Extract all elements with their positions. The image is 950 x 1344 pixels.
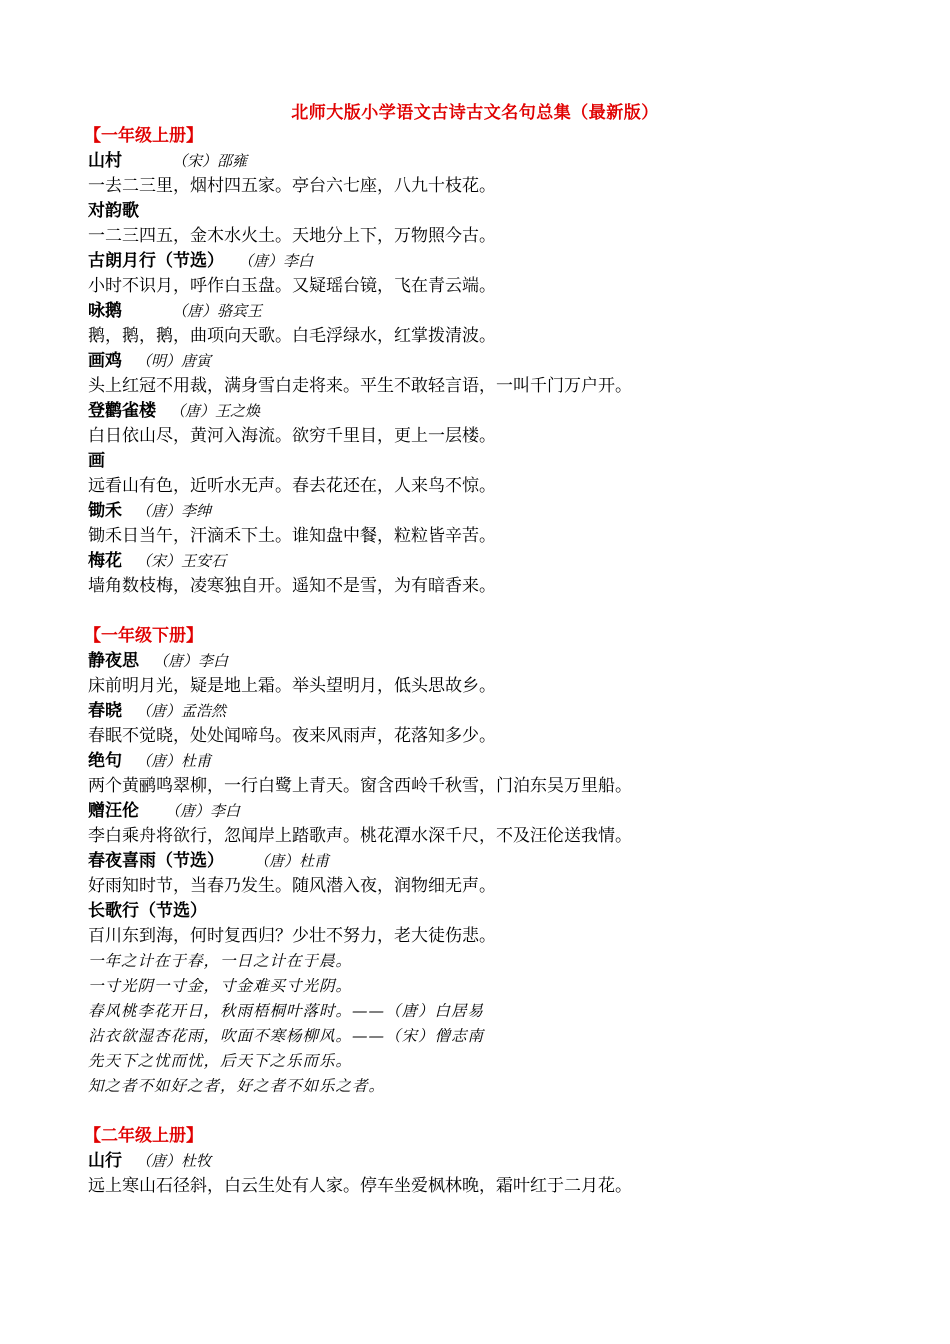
poem-header [88,649,888,674]
poem-header [88,349,888,374]
poem-title: 咏鹅 [88,301,122,321]
poem-text: 头上红冠不用裁，满身雪白走将来。平生不敢轻言语，一叫千门万户开。 [88,376,632,396]
poem-header [88,1149,888,1174]
poem-author: （唐）李白 [165,802,241,820]
poem-header [88,149,888,174]
poem-author: （唐）李绅 [136,502,212,520]
poem-header [88,499,888,524]
poem-title: 山村 [88,151,122,171]
poem-header [88,749,888,774]
poem-header [88,699,888,724]
quote-line: 沾衣欲湿杏花雨，吹面不寒杨柳风。——（宋）僧志南 [88,1027,485,1045]
poem-title: 山行 [88,1151,122,1171]
poem-author: （唐）王之焕 [170,402,261,420]
section-heading: 【二年级上册】 [84,1126,203,1146]
poem-text: 两个黄鹂鸣翠柳，一行白鹭上青天。窗含西岭千秋雪，门泊东吴万里船。 [88,776,632,796]
poem-author: （唐）骆宾王 [172,302,263,320]
poem-text: 白日依山尽，黄河入海流。欲穷千里目，更上一层楼。 [88,426,496,446]
poem-header [88,799,888,824]
poem-text: 墙角数枝梅，凌寒独自开。遥知不是雪，为有暗香来。 [88,576,496,596]
poem-text: 一去二三里，烟村四五家。亭台六七座，八九十枝花。 [88,176,496,196]
poem-text: 好雨知时节，当春乃发生。随风潜入夜，润物细无声。 [88,876,496,896]
poem-header [88,849,888,874]
poem-title: 对韵歌 [88,201,139,221]
poem-title: 锄禾 [88,501,122,521]
poem-title: 登鹳雀楼 [88,401,156,421]
poem-author: （唐）杜甫 [136,752,212,770]
poem-header [88,199,888,224]
poem-author: （唐）李白 [153,652,229,670]
poem-title: 长歌行（节选） [88,901,207,921]
quote-line: 一年之计在于春，一日之计在于晨。 [88,952,353,970]
poem-text: 远上寒山石径斜，白云生处有人家。停车坐爱枫林晚，霜叶红于二月花。 [88,1176,632,1196]
poem-title: 古朗月行（节选） [88,251,224,271]
poem-title: 梅花 [88,551,122,571]
poem-title: 春晓 [88,701,122,721]
poem-header [88,399,888,424]
document-body [84,124,888,1199]
poem-author: （唐）李白 [238,252,314,270]
poem-text: 锄禾日当午，汗滴禾下土。谁知盘中餐，粒粒皆辛苦。 [88,526,496,546]
poem-header [88,899,888,924]
poem-author: （明）唐寅 [136,352,212,370]
section-heading: 【一年级上册】 [84,126,203,146]
quote-line: 先天下之忧而忧，后天下之乐而乐。 [88,1052,353,1070]
poem-author: （宋）王安石 [136,552,227,570]
poem-header [88,299,888,324]
poem-header [88,449,888,474]
poem-title: 绝句 [88,751,122,771]
poem-header [88,549,888,574]
poem-header [88,249,888,274]
poem-text: 百川东到海，何时复西归？少壮不努力，老大徒伤悲。 [88,926,496,946]
poem-text: 李白乘舟将欲行，忽闻岸上踏歌声。桃花潭水深千尺，不及汪伦送我情。 [88,826,632,846]
poem-author: （唐）杜甫 [254,852,330,870]
poem-author: （宋）邵雍 [172,152,248,170]
document-title: 北师大版小学语文古诗古文名句总集（最新版） [291,103,659,123]
poem-title: 静夜思 [88,651,139,671]
poem-text: 鹅，鹅，鹅，曲项向天歌。白毛浮绿水，红掌拨清波。 [88,326,496,346]
poem-text: 春眠不觉晓，处处闻啼鸟。夜来风雨声，花落知多少。 [88,726,496,746]
section-heading: 【一年级下册】 [84,626,203,646]
poem-title: 画鸡 [88,351,122,371]
poem-title: 春夜喜雨（节选） [88,851,224,871]
poem-title: 画 [88,451,105,471]
quote-line: 春风桃李花开日，秋雨梧桐叶落时。——（唐）白居易 [88,1002,485,1020]
poem-text: 小时不识月，呼作白玉盘。又疑瑶台镜，飞在青云端。 [88,276,496,296]
poem-text: 一二三四五，金木水火土。天地分上下，万物照今古。 [88,226,496,246]
poem-text: 床前明月光，疑是地上霜。举头望明月，低头思故乡。 [88,676,496,696]
poem-title: 赠汪伦 [88,801,139,821]
quote-line: 知之者不如好之者，好之者不如乐之者。 [88,1077,386,1095]
poem-author: （唐）杜牧 [136,1152,212,1170]
poem-author: （唐）孟浩然 [136,702,227,720]
poem-text: 远看山有色，近听水无声。春去花还在，人来鸟不惊。 [88,476,496,496]
quote-line: 一寸光阴一寸金，寸金难买寸光阴。 [88,977,353,995]
